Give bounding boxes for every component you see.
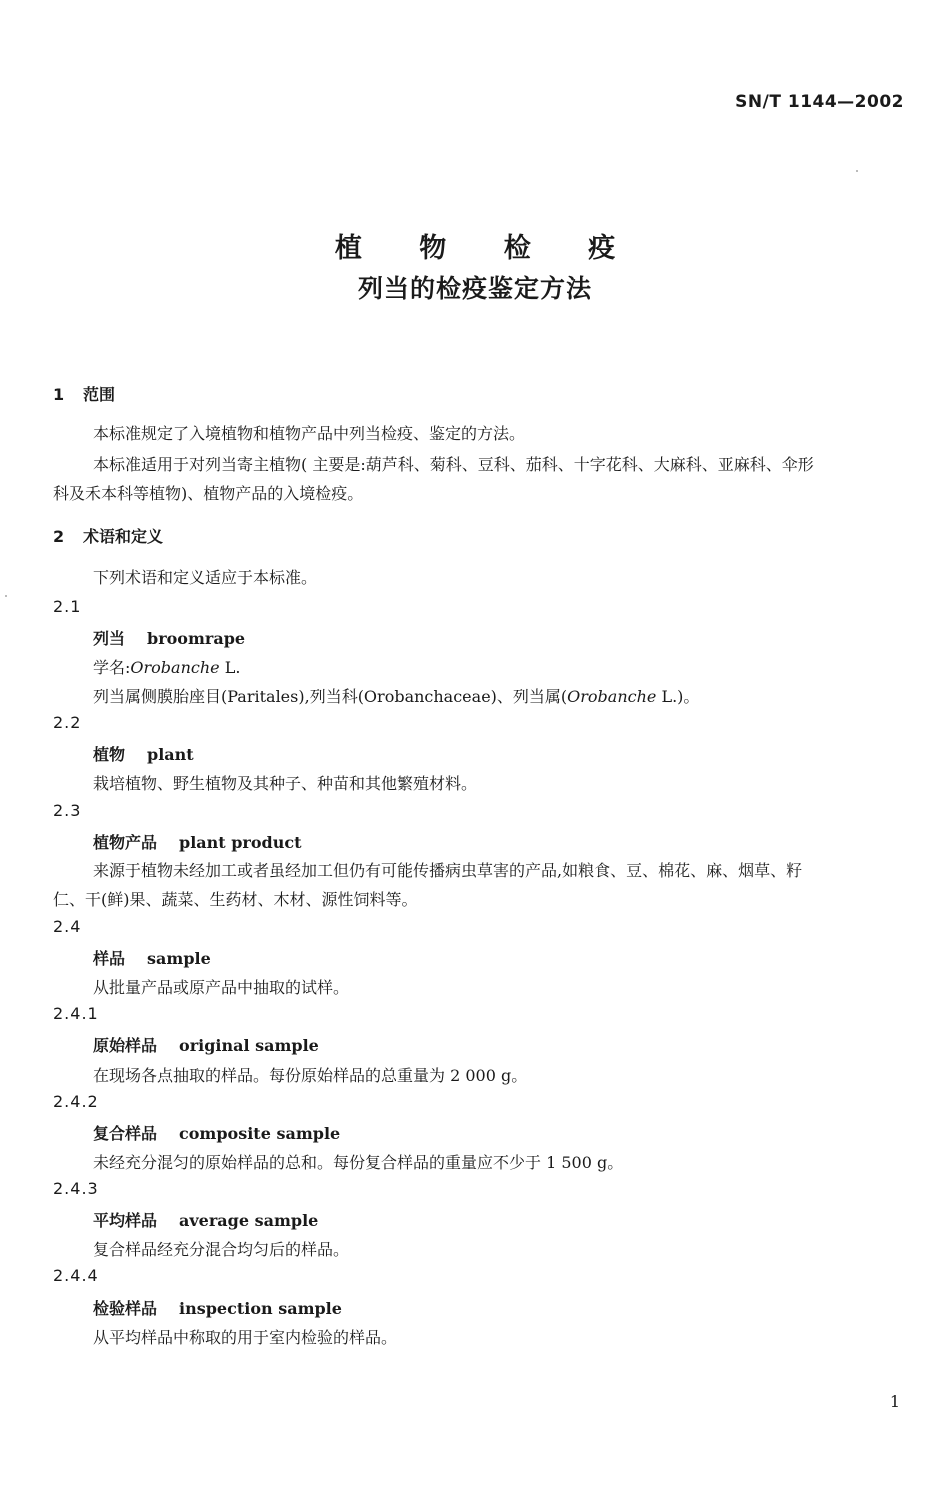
term-definition-line2: 仁、干(鲜)果、蔬菜、生药材、木材、源性饲料等。: [53, 890, 418, 909]
sci-author: L.: [219, 658, 241, 677]
term-definition: 在现场各点抽取的样品。每份原始样品的总重量为 2 000 g。: [93, 1066, 528, 1085]
term-entry: [93, 626, 245, 649]
term-english: average sample: [179, 1211, 319, 1230]
document-title-line1: 植 物 检 疫: [334, 233, 640, 264]
term-entry: [93, 742, 194, 765]
term-english: composite sample: [179, 1124, 341, 1143]
term-english: plant product: [179, 833, 302, 852]
sci-genus: Orobanche: [130, 658, 220, 677]
def-sci-name: Orobanche: [567, 687, 657, 706]
clause-number: 2.4.1: [53, 1004, 99, 1023]
section-title: 术语和定义: [83, 527, 164, 546]
term-english: broomrape: [147, 629, 246, 648]
term-definition: 从批量产品或原产品中抽取的试样。: [93, 978, 350, 997]
term-chinese: 列当: [93, 629, 126, 648]
term-entry: [93, 1121, 340, 1144]
section-title: 范围: [83, 385, 116, 404]
term-definition: 从平均样品中称取的用于室内检验的样品。: [93, 1328, 398, 1347]
standard-number: SN/T 1144—2002: [735, 92, 904, 112]
term-entry: [93, 946, 211, 969]
term-chinese: 植物: [93, 745, 126, 764]
term-definition: 未经充分混匀的原始样品的总和。每份复合样品的重量应不少于 1 500 g。: [93, 1153, 624, 1172]
term-chinese: 植物产品: [93, 833, 158, 852]
term-entry: [93, 1296, 342, 1319]
term-entry: [93, 1208, 318, 1231]
term-entry: [93, 1033, 319, 1056]
scope-paragraph-1: 本标准规定了入境植物和植物产品中列当检疫、鉴定的方法。: [93, 424, 526, 443]
term-chinese: 原始样品: [93, 1036, 158, 1055]
def-text: 列当属侧膜胎座目(Paritales),列当科(Orobanchaceae)、列当属(: [93, 687, 568, 706]
term-definition: 复合样品经充分混合均匀后的样品。: [93, 1240, 350, 1259]
clause-number: 2.4: [53, 917, 82, 936]
term-definition: [93, 684, 699, 707]
term-definition: 栽培植物、野生植物及其种子、种苗和其他繁殖材料。: [93, 774, 478, 793]
terms-intro: 下列术语和定义适应于本标准。: [93, 568, 318, 587]
section-number: 2: [53, 527, 65, 546]
clause-number: 2.4.4: [53, 1266, 99, 1285]
sci-label: 学名:: [93, 658, 131, 677]
term-english: inspection sample: [179, 1299, 342, 1318]
term-english: plant: [147, 745, 194, 764]
section-heading-scope: [53, 382, 115, 405]
page-number: 1: [889, 1392, 900, 1411]
term-chinese: 样品: [93, 949, 126, 968]
scan-speck: [5, 595, 7, 597]
scientific-name: [93, 655, 240, 678]
clause-number: 2.4.3: [53, 1179, 99, 1198]
term-english: original sample: [179, 1036, 319, 1055]
scope-paragraph-2-line1: 本标准适用于对列当寄主植物( 主要是:葫芦科、菊科、豆科、茄科、十字花科、大麻科、亚麻科、伞形: [93, 455, 814, 474]
def-text-end: L.)。: [656, 687, 700, 706]
term-english: sample: [147, 949, 211, 968]
term-chinese: 检验样品: [93, 1299, 158, 1318]
clause-number: 2.4.2: [53, 1092, 99, 1111]
scan-speck: [856, 170, 858, 172]
term-chinese: 平均样品: [93, 1211, 158, 1230]
scope-paragraph-2-line2: 科及禾本科等植物)、植物产品的入境检疫。: [53, 484, 364, 503]
term-entry: [93, 830, 301, 853]
clause-number: 2.2: [53, 713, 82, 732]
section-heading-terms: [53, 524, 163, 547]
term-definition-line1: 来源于植物未经加工或者虽经加工但仍有可能传播病虫草害的产品,如粮食、豆、棉花、麻、烟草、籽: [93, 861, 803, 880]
clause-number: 2.1: [53, 597, 82, 616]
document-title-line2: 列当的检疫鉴定方法: [357, 274, 592, 303]
section-number: 1: [53, 385, 65, 404]
clause-number: 2.3: [53, 801, 82, 820]
term-chinese: 复合样品: [93, 1124, 158, 1143]
